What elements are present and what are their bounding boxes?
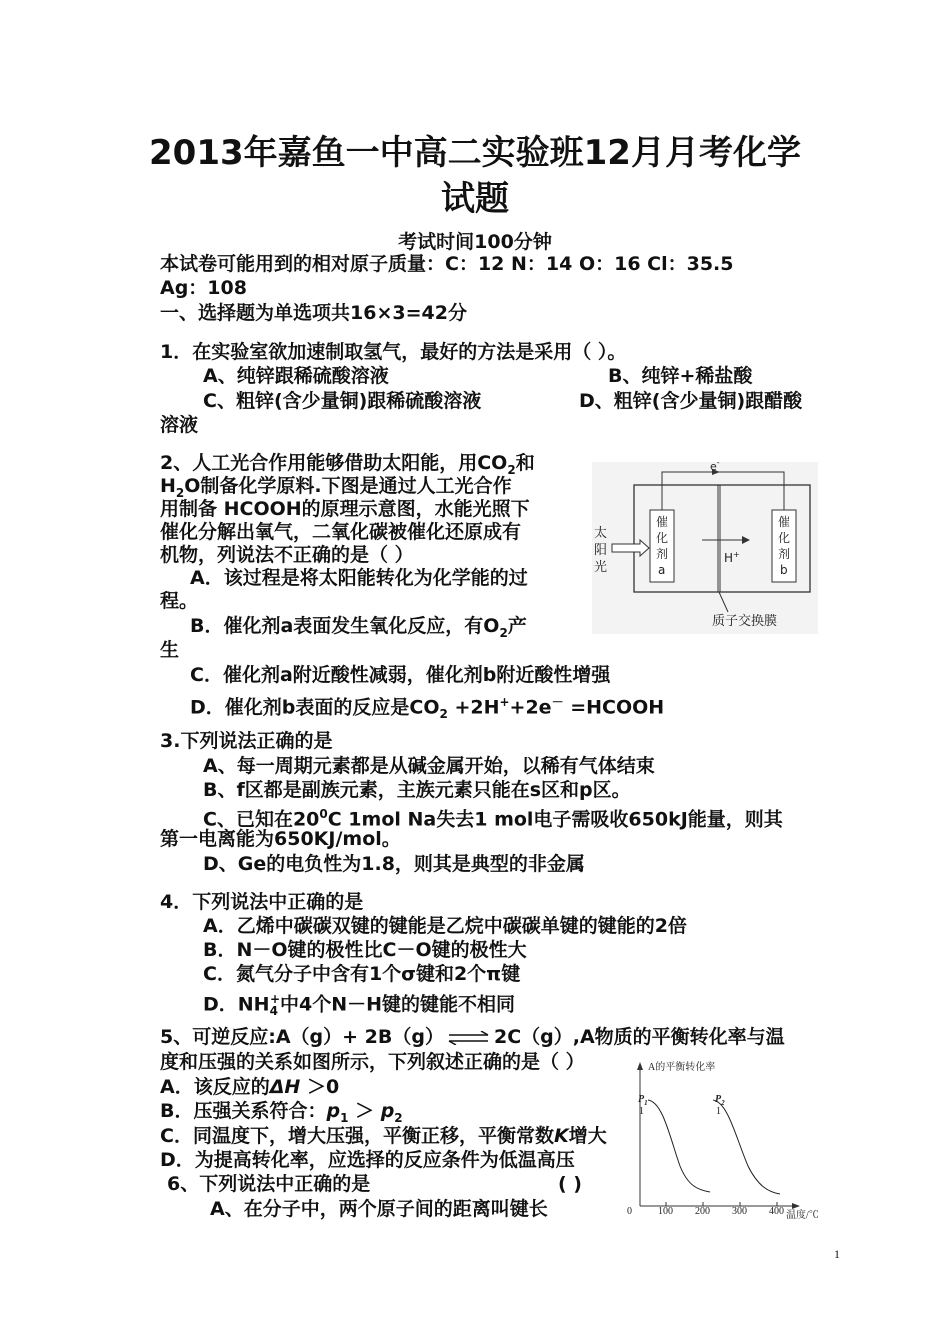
q2-option-a: A．该过程是将太阳能转化为化学能的过 <box>190 567 528 589</box>
q6-answer-paren: ( ) <box>558 1173 582 1195</box>
catalyst-a-char-1: 催 <box>656 515 669 529</box>
membrane-label: 质子交换膜 <box>712 614 778 629</box>
equilibrium-arrows-icon <box>446 1031 492 1045</box>
conversion-temperature-graph <box>618 1058 833 1224</box>
q3-option-c-cont: 第一电离能为650KJ/mol。 <box>160 828 401 850</box>
q2-stem-line4: 催化分解出氧气，二氧化碳被催化还原成有 <box>160 521 522 543</box>
y-axis-arrow <box>637 1062 643 1070</box>
curve-p1 <box>648 1100 710 1192</box>
page-title-line2: 试题 <box>441 179 509 219</box>
q2-stem-line1: 2、人工光合作用能够借助太阳能，用$CO_2$和 <box>160 452 535 477</box>
q1-option-c: C、粗锌(含少量铜)跟稀硫酸溶液 <box>203 390 482 412</box>
catalyst-b-char-2: 化 <box>778 531 791 545</box>
q2-stem-line3: 用制备 HCOOH的原理示意图，水能光照下 <box>160 498 530 520</box>
catalyst-b-char-1: 催 <box>778 515 791 529</box>
q2-option-c: C．催化剂a附近酸性减弱，催化剂b附近酸性增强 <box>190 664 611 686</box>
q2-stem-line5: 机物，列说法不正确的是（ ） <box>160 544 414 566</box>
catalyst-a-char-3: 剂 <box>656 547 669 561</box>
exam-time: 考试时间100分钟 <box>398 231 552 253</box>
q1-option-d: D、粗锌(含少量铜)跟醋酸 <box>579 390 803 412</box>
q6-option-a: A、在分子中，两个原子间的距离叫键长 <box>210 1198 548 1220</box>
q2-option-b-cont: 生 <box>160 639 180 661</box>
y-axis-label: A的平衡转化率 <box>648 1062 716 1073</box>
catalyst-a-char-2: 化 <box>656 531 669 545</box>
origin-label: 0 <box>627 1206 632 1217</box>
sunlight-char-1: 太 <box>594 526 608 541</box>
sunlight-char-3: 光 <box>594 560 608 575</box>
catalyst-a-char-4: a <box>658 563 666 577</box>
q3-option-c: C、已知在$20^0C$ 1mol Na失去1 mol电子需吸收650kJ能量，则其 <box>203 807 783 831</box>
sunlight-char-2: 阳 <box>594 543 608 558</box>
catalyst-b-char-3: 剂 <box>778 547 791 561</box>
q2-option-d: D．催化剂b表面的反应是$CO_2 +2H^++2e^-$ =HCOOH <box>190 695 665 722</box>
q4-option-d: D．$NH_4^+$中4个N－H键的键能不相同 <box>203 992 516 1019</box>
x-tick-label-300: 300 <box>732 1206 747 1217</box>
q4-stem: 4．下列说法中正确的是 <box>160 891 364 913</box>
q2-option-a-cont: 程。 <box>160 590 199 612</box>
atomic-masses-cont: Ag：108 <box>160 277 247 299</box>
q4-option-c: C．氮气分子中含有1个σ键和2个π键 <box>203 963 521 985</box>
q2-stem-line2: $H_2O$制备化学原料.下图是通过人工光合作 <box>160 475 512 500</box>
q3-option-b: B、f区都是副族元素，主族元素只能在s区和p区。 <box>203 779 631 801</box>
q2-option-b: B．催化剂a表面发生氧化反应，有$O_2$产 <box>190 615 527 640</box>
proton-label: H+ <box>724 550 740 565</box>
page-number: 1 <box>834 1247 840 1261</box>
q1-option-b: B、纯锌+稀盐酸 <box>608 365 753 387</box>
q5-option-b: B．压强关系符合：$p_1 > p_2$ <box>160 1100 403 1125</box>
p2-label: $P_2$ <box>715 1094 725 1107</box>
electron-label: e- <box>710 462 720 473</box>
q6-stem: 6、下列说法中正确的是 <box>167 1173 371 1195</box>
section-heading: 一、选择题为单选项共16×3=42分 <box>160 302 467 324</box>
q3-option-a: A、每一周期元素都是从碱金属开始，以稀有气体结束 <box>203 755 655 777</box>
q4-option-a: A．乙烯中碳碳双键的键能是乙烷中碳碳单键的键能的2倍 <box>203 915 687 937</box>
p1-label: $P_1$ <box>638 1094 648 1107</box>
q4-option-b: B．N－O键的极性比C－O键的极性大 <box>203 939 527 961</box>
catalyst-b-char-4: b <box>780 563 788 577</box>
x-tick-label-200: 200 <box>695 1206 710 1217</box>
q5-option-d: D．为提高转化率，应选择的反应条件为低温高压 <box>160 1149 575 1171</box>
q5-stem-line1: 5、可逆反应:A（g）+ 2B（g） 2C（g）,A物质的平衡转化率与温 <box>160 1026 785 1048</box>
q3-option-d: D、Ge的电负性为1.8，则其是典型的非金属 <box>203 853 585 875</box>
q1-stem: 1．在实验室欲加速制取氢气，最好的方法是采用（ ）。 <box>160 341 627 363</box>
p1-mark: 1 <box>639 1106 644 1117</box>
p2-mark: 1 <box>716 1106 721 1117</box>
page-title: 2013年嘉鱼一中高二实验班12月月考化学 <box>149 133 801 173</box>
q3-stem: 3.下列说法正确的是 <box>160 730 333 752</box>
photosynthesis-diagram <box>592 462 818 634</box>
x-axis-arrow <box>792 1203 800 1209</box>
x-axis-label: 温度/℃ <box>786 1210 819 1221</box>
x-tick-label-400: 400 <box>769 1206 784 1217</box>
q5-stem-line2: 度和压强的关系如图所示，下列叙述正确的是（ ） <box>160 1051 585 1073</box>
atomic-masses: 本试卷可能用到的相对原子质量：C：12 N：14 O：16 Cl：35.5 <box>160 253 734 275</box>
q1-option-a: A、纯锌跟稀硫酸溶液 <box>203 365 389 387</box>
x-tick-label-100: 100 <box>658 1206 673 1217</box>
q5-option-a: A．该反应的ΔH ＞0 <box>160 1076 340 1098</box>
q1-option-d-cont: 溶液 <box>160 414 199 436</box>
curve-p2 <box>713 1100 780 1194</box>
q5-option-c: C．同温度下，增大压强，平衡正移，平衡常数K增大 <box>160 1125 607 1147</box>
